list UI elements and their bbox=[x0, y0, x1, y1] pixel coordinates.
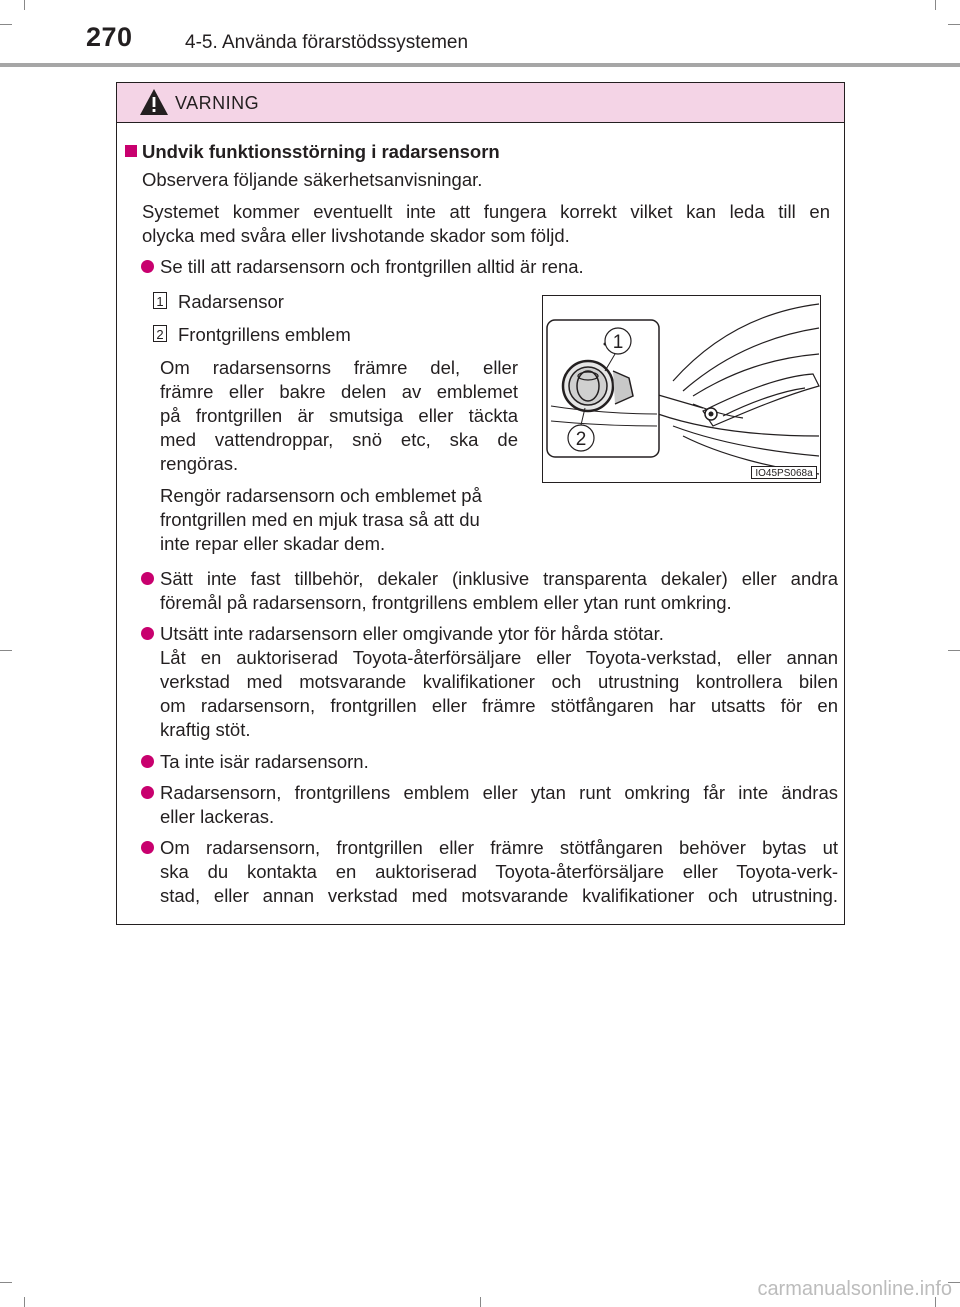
warning-header bbox=[117, 83, 844, 123]
warning-triangle-icon bbox=[139, 88, 169, 116]
bullet-text: föremål på radarsensorn, frontgrillens emblem eller ytan runt omkring. bbox=[160, 592, 732, 613]
crop-mark bbox=[24, 1297, 25, 1307]
heading-square-icon bbox=[125, 145, 137, 157]
warning-label: VARNING bbox=[175, 93, 260, 113]
section-title: 4-5. Använda förarstödssystemen bbox=[185, 32, 469, 53]
watermark: carmanualsonline.info bbox=[757, 1278, 952, 1300]
bullet-text: Sätt inte fast tillbehör, dekaler (inklusive transparenta dekaler) eller andra bbox=[160, 568, 838, 589]
intro-text: Observera följande säkerhetsanvisningar. bbox=[142, 169, 483, 190]
bullet-text: Låt en auktoriserad Toyota-återförsäljare eller Toyota-verkstad, eller annan bbox=[160, 647, 838, 668]
figure-code: IO45PS068a bbox=[751, 466, 817, 479]
bullet-text: stad, eller annan verkstad med motsvarande kvalifikationer och utrustning. bbox=[160, 885, 838, 906]
figure-marker-1: 1 bbox=[612, 332, 624, 353]
callout-number-box: 2 bbox=[153, 325, 167, 342]
bullet-text: Om radarsensorn, frontgrillen eller främre stötfångaren behöver bytas ut bbox=[160, 837, 838, 858]
car-front-illustration bbox=[543, 296, 821, 483]
callout-label: Radarsensor bbox=[178, 291, 284, 312]
paragraph-line: rengöras. bbox=[160, 453, 239, 474]
paragraph-line: på frontgrillen är smutsiga eller täckta bbox=[160, 405, 518, 426]
warning-heading: Undvik funktionsstörning i radarsensorn bbox=[142, 141, 500, 162]
paragraph-line: inte repar eller skadar dem. bbox=[160, 533, 386, 554]
bullet-text: Ta inte isär radarsensorn. bbox=[160, 751, 369, 772]
bullet-text: Se till att radarsensorn och frontgrillen alltid är rena. bbox=[160, 256, 584, 277]
bullet-dot-icon bbox=[141, 841, 154, 854]
crop-mark bbox=[480, 1297, 481, 1307]
page-header bbox=[0, 0, 960, 66]
header-rule bbox=[0, 63, 960, 67]
paragraph-line: Rengör radarsensorn och emblemet på bbox=[160, 485, 482, 506]
bullet-text: Radarsensorn, frontgrillens emblem eller ytan runt omkring får inte ändras bbox=[160, 782, 838, 803]
paragraph-line: olycka med svåra eller livshotande skador som följd. bbox=[142, 225, 570, 246]
bullet-dot-icon bbox=[141, 260, 154, 273]
radar-sensor-figure bbox=[542, 295, 821, 483]
paragraph-line: främre eller bakre delen av emblemet bbox=[160, 381, 518, 402]
page-number: 270 bbox=[86, 22, 133, 52]
bullet-dot-icon bbox=[141, 755, 154, 768]
figure-marker-2: 2 bbox=[575, 429, 587, 450]
bullet-dot-icon bbox=[141, 627, 154, 640]
crop-mark bbox=[0, 650, 12, 651]
bullet-text: verkstad med motsvarande kvalifikationer och utrustning kontrollera bilen bbox=[160, 671, 838, 692]
bullet-text: eller lackeras. bbox=[160, 806, 275, 827]
callout-number-box: 1 bbox=[153, 292, 167, 309]
paragraph-line: Om radarsensorns främre del, eller bbox=[160, 357, 518, 378]
bullet-dot-icon bbox=[141, 572, 154, 585]
crop-mark bbox=[0, 1282, 12, 1283]
paragraph-line: med vattendroppar, snö etc, ska de bbox=[160, 429, 518, 450]
bullet-text: ska du kontakta en auktoriserad Toyota-återförsäljare eller Toyota-verk- bbox=[160, 861, 838, 882]
bullet-text: om radarsensorn, frontgrillen eller främre stötfångaren har utsatts för en bbox=[160, 695, 838, 716]
paragraph-line: frontgrillen med en mjuk trasa så att du bbox=[160, 509, 480, 530]
bullet-dot-icon bbox=[141, 786, 154, 799]
paragraph-line: Systemet kommer eventuellt inte att fungera korrekt vilket kan leda till en bbox=[142, 201, 830, 222]
callout-label: Frontgrillens emblem bbox=[178, 324, 351, 345]
bullet-text: Utsätt inte radarsensorn eller omgivande ytor för hårda stötar. bbox=[160, 623, 664, 644]
crop-mark bbox=[948, 650, 960, 651]
bullet-text: kraftig stöt. bbox=[160, 719, 251, 740]
